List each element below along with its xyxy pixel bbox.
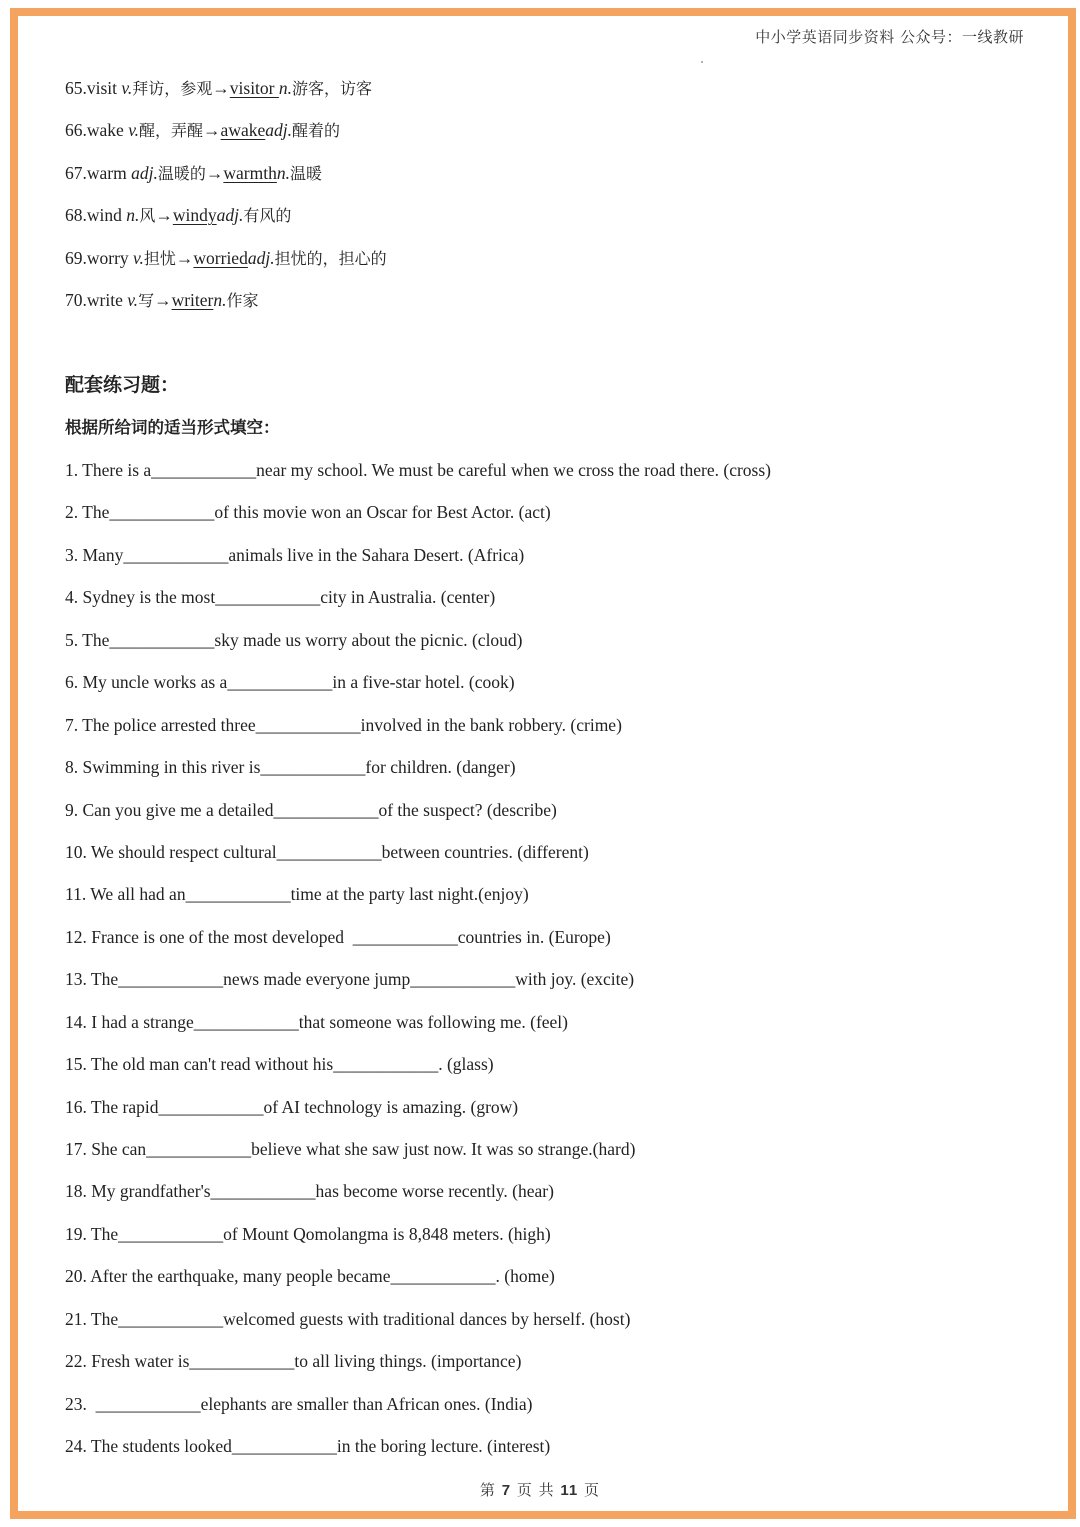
- vocab-arrow: →: [175, 247, 194, 268]
- footer-total-pages: 11: [560, 1482, 579, 1499]
- vocab-arrow: →: [205, 162, 224, 183]
- exercise-item: 6. My uncle works as a____________in a five-star hotel. (cook): [65, 672, 515, 693]
- exercise-item: 20. After the earthquake, many people became____________. (home): [65, 1266, 555, 1287]
- vocab-pos: v.: [128, 120, 140, 141]
- exercise-item: 5. The____________sky made us worry about the picnic. (cloud): [65, 629, 523, 650]
- vocab-arrow: →: [155, 205, 173, 226]
- vocab-number: 66.: [65, 120, 87, 141]
- vocab-derived-word: writer: [171, 289, 214, 310]
- vocab-word: write: [86, 289, 123, 310]
- vocab-derived-word: worried: [193, 247, 248, 268]
- page-footer: [0, 1479, 1080, 1500]
- exercise-item: 15. The old man can't read without his____________. (glass): [65, 1054, 494, 1075]
- vocab-derived-pos: n.: [278, 78, 292, 98]
- exercise-item: 11. We all had an____________time at the party last night.(enjoy): [65, 884, 529, 905]
- footer-middle: 页 共: [516, 1481, 555, 1499]
- exercise-item: 23. ____________elephants are smaller than African ones. (India): [65, 1393, 533, 1414]
- exercise-item: 21. The____________welcomed guests with traditional dances by herself. (host): [65, 1308, 631, 1329]
- exercise-item: 18. My grandfather's____________has become worse recently. (hear): [65, 1181, 554, 1202]
- exercise-item: 13. The____________news made everyone jump____________with joy. (excite): [65, 969, 635, 990]
- header-note: 中小学英语同步资料 公众号：一线教研: [755, 28, 1024, 46]
- vocab-item: [65, 116, 387, 158]
- section-title: 配套练习题：: [65, 374, 180, 396]
- vocab-number: 69.: [65, 247, 87, 268]
- vocab-derived-meaning: 担忧的，担心的: [274, 248, 387, 268]
- vocab-derived-pos: n.: [213, 289, 227, 310]
- vocab-word: wake: [86, 120, 124, 141]
- vocab-derived-pos: adj.: [247, 247, 275, 268]
- vocab-derived-word: windy: [172, 205, 217, 226]
- vocab-word: wind: [86, 205, 122, 226]
- exercise-instruction: 根据所给词的适当形式填空：: [65, 418, 280, 437]
- vocab-item: [65, 244, 387, 286]
- exercise-item: 3. Many____________animals live in the Sahara Desert. (Africa): [65, 544, 525, 565]
- vocab-derived-pos: adj.: [265, 120, 292, 141]
- vocab-derived-pos: adj.: [216, 205, 244, 226]
- footer-current-page: 7: [501, 1482, 512, 1499]
- vocab-meaning: 担忧: [143, 248, 176, 268]
- vocab-derived-word: warmth: [223, 162, 277, 183]
- footer-prefix: 第: [479, 1481, 496, 1499]
- vocab-pos: v.: [121, 78, 133, 98]
- vocab-arrow: →: [203, 120, 221, 141]
- vocab-word: warm: [86, 162, 127, 183]
- vocab-number: 70.: [65, 289, 87, 310]
- vocab-item: [65, 286, 387, 328]
- exercise-item: 12. France is one of the most developed ____________countries in. (Europe): [65, 926, 611, 947]
- vocab-meaning: 写: [138, 290, 155, 310]
- exercise-item: 24. The students looked____________in the boring lecture. (interest): [65, 1436, 551, 1457]
- exercise-item: 1. There is a____________near my school. We must be careful when we cross the road there. (cross): [65, 460, 771, 480]
- exercise-item: 19. The____________of Mount Qomolangma is 8,848 meters. (high): [65, 1223, 551, 1244]
- footer-suffix: 页: [584, 1481, 601, 1499]
- exercise-item: 7. The police arrested three____________involved in the bank robbery. (crime): [65, 714, 622, 735]
- vocab-pos: adj.: [131, 162, 158, 183]
- vocab-meaning: 温暖的: [157, 163, 206, 183]
- stray-dot: [701, 61, 703, 63]
- vocab-arrow: →: [154, 289, 172, 310]
- vocab-pos: n.: [126, 205, 140, 226]
- vocab-meaning: 拜访，参观: [132, 79, 213, 98]
- vocab-derived-meaning: 温暖: [289, 163, 322, 183]
- exercise-item: 17. She can____________believe what she saw just now. It was so strange.(hard): [65, 1139, 636, 1159]
- vocab-meaning: 风: [139, 206, 156, 226]
- vocab-derived-word: visitor: [229, 78, 279, 98]
- vocab-derived-word: awake: [220, 120, 266, 141]
- exercise-item: 4. Sydney is the most____________city in Australia. (center): [65, 587, 496, 608]
- vocab-derived-pos: n.: [276, 162, 290, 183]
- exercise-item: 14. I had a strange____________that someone was following me. (feel): [65, 1011, 568, 1032]
- vocab-meaning: 醒，弄醒: [139, 121, 204, 141]
- exercise-list: [65, 456, 771, 1475]
- exercise-item: 2. The____________of this movie won an Oscar for Best Actor. (act): [65, 502, 551, 523]
- exercise-item: 16. The rapid____________of AI technology is amazing. (grow): [65, 1096, 519, 1117]
- vocab-arrow: →: [212, 78, 230, 98]
- exercise-item: 10. We should respect cultural____________between countries. (different): [65, 841, 589, 862]
- vocab-derived-meaning: 游客，访客: [292, 79, 373, 98]
- vocab-derived-meaning: 醒着的: [292, 121, 341, 141]
- vocab-item: [65, 159, 387, 201]
- vocabulary-list: [65, 74, 387, 328]
- vocab-derived-meaning: 作家: [226, 290, 259, 310]
- vocab-item: [65, 74, 387, 116]
- vocab-item: [65, 201, 387, 243]
- exercise-item: 8. Swimming in this river is____________for children. (danger): [65, 757, 516, 778]
- vocab-pos: v.: [133, 247, 144, 268]
- exercise-item: 9. Can you give me a detailed____________of the suspect? (describe): [65, 799, 557, 820]
- vocab-number: 67.: [65, 162, 87, 183]
- exercise-item: 22. Fresh water is____________to all living things. (importance): [65, 1351, 522, 1372]
- vocab-number: 68.: [65, 205, 87, 226]
- vocab-number: 65.: [65, 78, 87, 98]
- vocab-derived-meaning: 有风的: [243, 206, 292, 226]
- vocab-word: worry: [86, 247, 129, 268]
- vocab-word: visit: [86, 78, 118, 98]
- vocab-pos: v.: [127, 289, 139, 310]
